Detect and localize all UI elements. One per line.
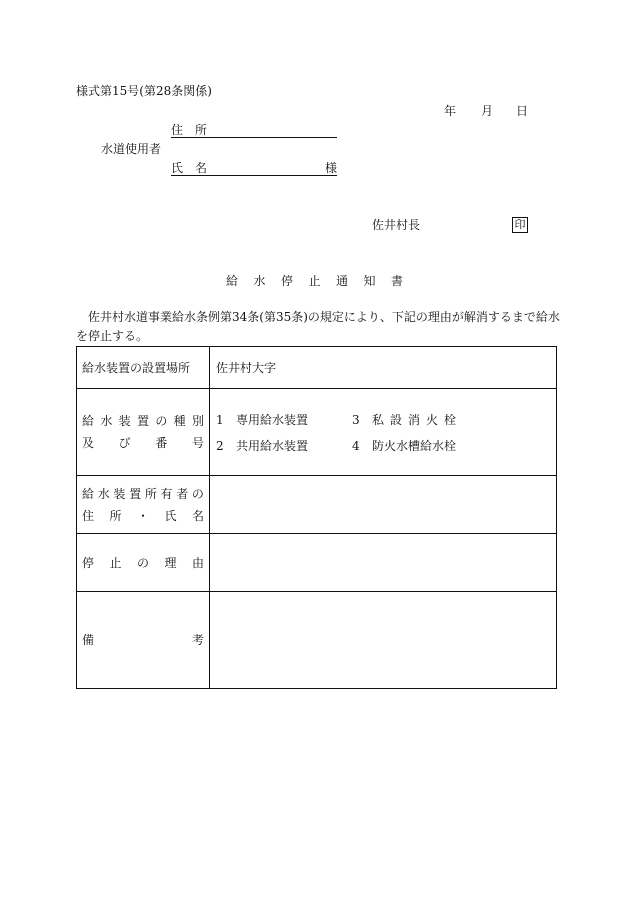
- body-text-line-2: を停止する。: [76, 329, 149, 343]
- type-label-line-1: 給 水 装 置 の 種 別: [82, 414, 204, 428]
- owner-value-cell: [210, 476, 557, 534]
- type-item-1: 1 専用給水装置: [216, 412, 309, 427]
- type-label-cell: [77, 389, 210, 476]
- table-row-reason: [77, 534, 557, 592]
- date-day-label: 日: [516, 104, 529, 118]
- owner-label-line-1: 給 水 装 置 所 有 者 の: [82, 486, 204, 501]
- type-item-3: 3 私設消火栓: [352, 412, 463, 427]
- document-title: 給水停止通知書: [226, 274, 419, 288]
- date-year-label: 年: [444, 104, 457, 118]
- table-row-owner: [77, 476, 557, 534]
- date-month-label: 月: [481, 104, 494, 118]
- owner-label-line-2: 住 所 ・ 氏 名: [82, 508, 204, 523]
- honorific-label: 様: [324, 161, 337, 175]
- owner-label-cell: [77, 476, 210, 534]
- water-user-label: 水道使用者: [101, 142, 162, 156]
- reason-label: 停 止 の 理 由: [82, 555, 204, 570]
- form-reference: 様式第15号(第28条関係): [76, 84, 212, 98]
- address-label: 住 所: [171, 123, 207, 137]
- body-text-line-1: 佐井村水道事業給水条例第34条(第35条)の規定により、下記の理由が解消するまで給水: [88, 310, 560, 324]
- type-item-4: 4 防火水槽給水栓: [352, 438, 457, 453]
- reason-label-cell: [77, 534, 210, 592]
- address-line: [171, 124, 337, 138]
- type-list: [216, 411, 550, 454]
- seal-mark: 印: [512, 217, 528, 233]
- location-label: 給水装置の設置場所: [82, 361, 191, 375]
- type-value-cell: [210, 389, 557, 476]
- location-label-cell: [77, 347, 210, 389]
- location-value-cell: [210, 347, 557, 389]
- reason-value-cell: [210, 534, 557, 592]
- table-row-remarks: [77, 592, 557, 689]
- notice-table: [76, 346, 557, 689]
- table-row-type: [77, 389, 557, 476]
- type-item-2: 2 共用給水装置: [216, 438, 309, 453]
- location-value: 佐井村大字: [216, 361, 277, 375]
- name-line: [171, 162, 337, 176]
- type-label-line-2: 及 び 番 号: [82, 436, 204, 450]
- table-row-location: [77, 347, 557, 389]
- remarks-value-cell: [210, 592, 557, 689]
- remarks-label: 備 考: [82, 633, 204, 647]
- issuer-title: 佐井村長: [372, 218, 421, 232]
- remarks-label-cell: [77, 592, 210, 689]
- name-label: 氏 名: [171, 161, 207, 175]
